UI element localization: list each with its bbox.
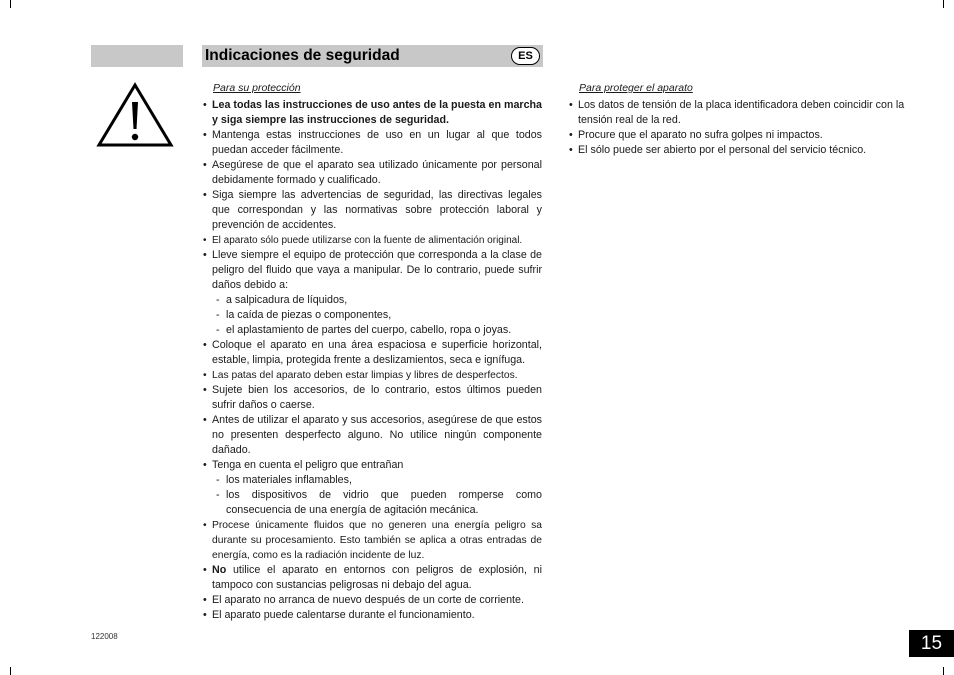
list-item: • Procese únicamente fluidos que no generen una energía peligro sa durante su procesamiento. Esto también se aplica a otras entradas de energía, como es la radiación incidente de luz. (203, 520, 542, 561)
list-item-text: El aparato puede calentarse durante el funcionamiento. (212, 609, 475, 621)
device-protection-column (569, 81, 909, 158)
list-item-text: Antes de utilizar el aparato y sus accesorios, asegúrese de que estos no presenten desperfecto alguno. No utilice ningún componente dañado. (212, 414, 542, 456)
list-item: • Coloque el aparato en una área espaciosa e superficie horizontal, estable, limpia, protegida frente a deslizamientos, seca e ignífuga. (203, 339, 542, 366)
section-title-bar (202, 45, 543, 67)
list-item: • Sujete bien los accesorios, de lo contrario, estos últimos pueden sufrir daños o caerse. (203, 384, 542, 411)
language-badge: ES (511, 47, 540, 65)
crop-mark (10, 667, 11, 675)
sub-item: - a salpicadura de líquidos, (216, 294, 348, 306)
list-item-text: Siga siempre las advertencias de seguridad, las directivas legales que correspondan y las normativas sobre protección laboral y prevención de accidentes. (212, 189, 542, 231)
list-item: • Lleve siempre el equipo de protección que corresponda a la clase de peligro del fluido que vaya a manipular. De lo contrario, puede sufrir daños debido a: (203, 249, 542, 291)
list-item: • El aparato sólo puede utilizarse con la fuente de alimentación original. (203, 233, 542, 248)
list-item: • Antes de utilizar el aparato y sus accesorios, asegúrese de que estos no presenten desperfecto alguno. No utilice ningún componente dañado. (203, 414, 542, 456)
document-code: 122008 (91, 632, 118, 641)
list-item-text: No utilice el aparato en entornos con peligros de explosión, ni tampoco con sustancias peligrosas ni debajo del agua. (212, 564, 542, 591)
list-item-text: Lleve siempre el equipo de protección que corresponda a la clase de peligro del fluido que vaya a manipular. De lo contrario, puede sufrir daños debido a: (212, 249, 542, 291)
list-item-text: Tenga en cuenta el peligro que entrañan (212, 459, 404, 471)
list-item: • El aparato puede calentarse durante el funcionamiento. (203, 608, 542, 623)
section-heading-protection: Para su protección (213, 82, 301, 94)
list-item-text: Asegúrese de que el aparato sea utilizado únicamente por personal debidamente formado y cualificado. (212, 159, 542, 186)
sub-item: - los materiales inflamables, (216, 474, 352, 486)
list-item: • Lea todas las instrucciones de uso antes de la puesta en marcha y siga siempre las instrucciones de seguridad. (203, 99, 542, 126)
list-item: • El aparato no arranca de nuevo después de un corte de corriente. (203, 593, 542, 608)
header-gray-bar (91, 45, 183, 67)
list-item-text: Procese únicamente fluidos que no generen una energía peligro sa durante su procesamiento. Esto también se aplica a otras entradas de energía, como es la radiación incidente de luz. (212, 520, 542, 561)
list-item: • Los datos de tensión de la placa identificadora deben coincidir con la tensión real de la red. (569, 98, 909, 128)
list-item: • Las patas del aparato deben estar limpias y libres de desperfectos. (203, 368, 542, 383)
page-number: 15 (909, 630, 954, 657)
list-item: • Siga siempre las advertencias de seguridad, las directivas legales que correspondan y las normativas sobre protección laboral y prevención de accidentes. (203, 189, 542, 231)
list-item: • Tenga en cuenta el peligro que entrañan (203, 458, 542, 473)
list-item-text: Mantenga estas instrucciones de uso en un lugar al que todos puedan acceder fácilmente. (212, 129, 542, 156)
list-item-text: Las patas del aparato deben estar limpias y libres de desperfectos. (212, 370, 518, 381)
sub-item: - los dispositivos de vidrio que pueden romperse como consecuencia de una energía de agitación mecánica. (216, 489, 542, 516)
list-item-text: Sujete bien los accesorios, de lo contrario, estos últimos pueden sufrir daños o caerse. (212, 384, 542, 411)
list-item: • Mantenga estas instrucciones de uso en un lugar al que todos puedan acceder fácilmente. (203, 129, 542, 156)
list-item: • Procure que el aparato no sufra golpes ni impactos. (569, 128, 909, 143)
section-heading-device: Para proteger el aparato (579, 82, 693, 94)
list-item: • Asegúrese de que el aparato sea utilizado únicamente por personal debidamente formado y cualificado. (203, 159, 542, 186)
list-item-text: Lea todas las instrucciones de uso antes de la puesta en marcha y siga siempre las instrucciones de seguridad. (212, 99, 542, 126)
list-item-text: El aparato no arranca de nuevo después de un corte de corriente. (212, 594, 524, 606)
sub-item: - el aplastamiento de partes del cuerpo, cabello, ropa o joyas. (216, 324, 512, 336)
crop-mark (10, 0, 11, 8)
list-item-text: Coloque el aparato en una área espaciosa e superficie horizontal, estable, limpia, protegida frente a deslizamientos, seca e ignífuga. (212, 339, 542, 366)
list-item-text: El aparato sólo puede utilizarse con la fuente de alimentación original. (212, 235, 523, 246)
protection-column (203, 81, 542, 623)
list-item-text: Los datos de tensión de la placa identificadora deben coincidir con la tensión real de la red. (578, 99, 905, 126)
crop-mark (943, 667, 944, 675)
list-item: • El sólo puede ser abierto por el personal del servicio técnico. (569, 143, 909, 158)
list-item-text: El sólo puede ser abierto por el personal del servicio técnico. (578, 144, 867, 156)
warning-triangle-icon (96, 82, 174, 153)
list-item-text: Procure que el aparato no sufra golpes ni impactos. (578, 129, 823, 141)
list-item: • No utilice el aparato en entornos con peligros de explosión, ni tampoco con sustancias peligrosas ni debajo del agua. (203, 564, 542, 591)
crop-mark (943, 0, 944, 8)
sub-item: - la caída de piezas o componentes, (216, 309, 392, 321)
page-title: Indicaciones de seguridad (205, 47, 400, 64)
